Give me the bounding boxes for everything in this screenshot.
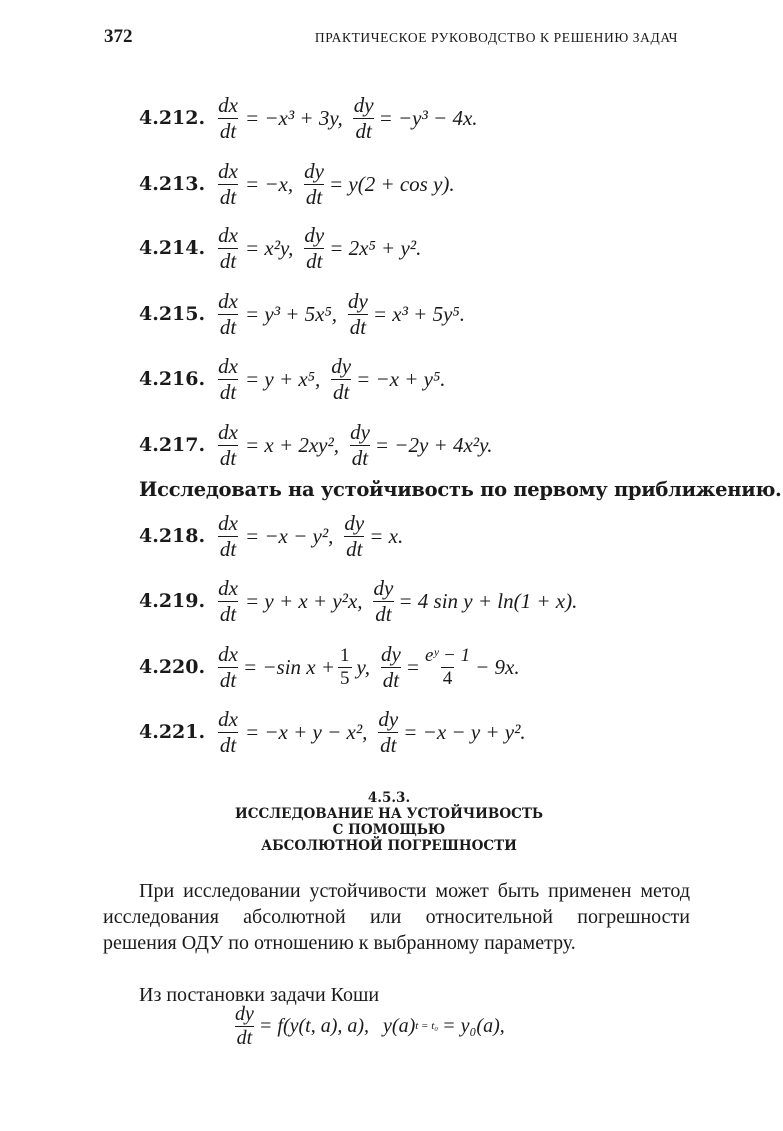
- fraction-dy-dt: $\frac{dy}{dt}$: [373, 576, 394, 626]
- equation-rhs: = y + x + y²x,: [244, 588, 363, 613]
- fraction-dx-dt: $\frac{dx}{dt}$: [218, 289, 238, 339]
- problem-4-221: [139, 706, 526, 758]
- equation-rhs: y,: [356, 654, 370, 679]
- problem-4-217: [139, 419, 493, 471]
- equation-rhs: = x²y,: [244, 235, 294, 260]
- fraction-exp: $\frac{\text{eʸ − 1}}{4}$: [424, 644, 471, 689]
- problem-number: 4.219.: [139, 590, 206, 612]
- fraction-dx-dt: $\frac{dx}{dt}$: [218, 93, 238, 143]
- problem-4-220: [139, 641, 520, 693]
- fraction-dy-dt: $\frac{dy}{dt}$: [304, 159, 324, 209]
- equation-rhs: = x.: [369, 523, 404, 548]
- fraction-dy-dt: $\frac{dy}{dt}$: [348, 289, 368, 339]
- fraction-dy-dt: $\frac{dy}{dt}$: [378, 707, 399, 757]
- fraction-dy-dt: $\frac{dy}{dt}$: [380, 642, 401, 692]
- fraction-dy-dt: $\frac{dy}{dt}$: [235, 1002, 254, 1049]
- equation-rhs: = −x − y + y².: [403, 719, 526, 744]
- equation-rhs: = y(2 + cos y).: [328, 171, 455, 196]
- fraction-dy-dt: $\frac{dy}{dt}$: [331, 354, 352, 404]
- equation-rhs: = f(y(t, a), a),: [258, 1014, 370, 1037]
- equation-rhs: = −2y + 4x²y.: [374, 432, 493, 457]
- equation-rhs: = y³ + 5x⁵,: [244, 301, 338, 326]
- problem-4-219: [139, 575, 577, 627]
- problem-4-218: [139, 510, 403, 562]
- problem-number: 4.221.: [139, 721, 206, 743]
- equation-rhs: = 4 sin y + ln(1 + x).: [398, 588, 578, 613]
- equation-rhs: = 2x⁵ + y².: [329, 235, 422, 260]
- section-instruction: Исследовать на устойчивость по первому приближению.: [139, 478, 782, 501]
- section-title-line: АБСОЛЮТНОЙ ПОГРЕШНОСТИ: [261, 838, 517, 854]
- equation-rhs: − 9x.: [475, 654, 520, 679]
- fraction-dy-dt: $\frac{dy}{dt}$: [344, 511, 365, 561]
- fraction-dx-dt: $\frac{dx}{dt}$: [218, 576, 238, 626]
- problem-number: 4.213.: [139, 173, 206, 195]
- fraction-dx-dt: $\frac{dx}{dt}$: [218, 707, 238, 757]
- cauchy-problem-formula: [230, 1000, 505, 1052]
- equation-rhs: = −y³ − 4x.: [378, 105, 478, 130]
- equation-rhs: = x + 2xy²,: [244, 432, 340, 457]
- problem-4-213: [139, 158, 455, 210]
- problem-number: 4.220.: [139, 656, 206, 678]
- body-paragraph: Из постановки задачи Коши: [139, 984, 380, 1006]
- fraction-dy-dt: $\frac{dy}{dt}$: [353, 93, 374, 143]
- fraction-one-fifth: $\frac{1}{5}$: [340, 644, 350, 689]
- problem-4-212: [139, 92, 478, 144]
- fraction-dx-dt: $\frac{dx}{dt}$: [218, 642, 238, 692]
- problem-number: 4.214.: [139, 237, 206, 259]
- section-title-line: С ПОМОЩЬЮ: [332, 822, 446, 838]
- fraction-dx-dt: $\frac{dx}{dt}$: [218, 354, 238, 404]
- problem-number: 4.216.: [139, 368, 206, 390]
- problem-number: 4.215.: [139, 303, 206, 325]
- section-heading: [139, 790, 639, 854]
- fraction-dy-dt: $\frac{dy}{dt}$: [304, 223, 325, 273]
- fraction-dx-dt: $\frac{dx}{dt}$: [218, 420, 238, 470]
- section-title-line: ИССЛЕДОВАНИЕ НА УСТОЙЧИВОСТЬ: [234, 806, 544, 822]
- initial-condition-value: = y₀(a),: [442, 1014, 505, 1037]
- problem-number: 4.212.: [139, 107, 206, 129]
- equation-rhs: = −x,: [244, 171, 294, 196]
- problem-4-215: [139, 288, 465, 340]
- section-number: 4.5.3.: [367, 790, 411, 806]
- problem-number: 4.217.: [139, 434, 206, 456]
- equation-rhs: = −x + y⁵.: [356, 366, 446, 391]
- problem-4-214: [139, 222, 421, 274]
- page-number: 372: [104, 26, 133, 47]
- initial-condition-subscript: t = t₀: [415, 1020, 439, 1032]
- fraction-dy-dt: $\frac{dy}{dt}$: [350, 420, 370, 470]
- equation-rhs: = −x + y − x²,: [244, 719, 368, 744]
- fraction-dx-dt: $\frac{dx}{dt}$: [218, 511, 238, 561]
- equation-rhs: = −sin x +: [242, 654, 336, 679]
- equation-rhs: = −x − y²,: [244, 523, 334, 548]
- body-paragraph: При исследовании устойчивости может быть применен метод исследования абсолютной или относительной погрешности решения ОДУ по отношению к выбранному параметру.: [103, 880, 690, 954]
- initial-condition: y(a): [383, 1014, 416, 1037]
- fraction-dx-dt: $\frac{dx}{dt}$: [218, 223, 238, 273]
- problem-4-216: [139, 353, 446, 405]
- equation-rhs: = y + x⁵,: [244, 366, 321, 391]
- fraction-dx-dt: $\frac{dx}{dt}$: [218, 159, 238, 209]
- running-head: ПРАКТИЧЕСКОЕ РУКОВОДСТВО К РЕШЕНИЮ ЗАДАЧ: [314, 30, 678, 45]
- equation-rhs: = x³ + 5y⁵.: [372, 301, 465, 326]
- equation-rhs: = −x³ + 3y,: [244, 105, 343, 130]
- problem-number: 4.218.: [139, 525, 206, 547]
- equation-rhs: =: [405, 654, 420, 679]
